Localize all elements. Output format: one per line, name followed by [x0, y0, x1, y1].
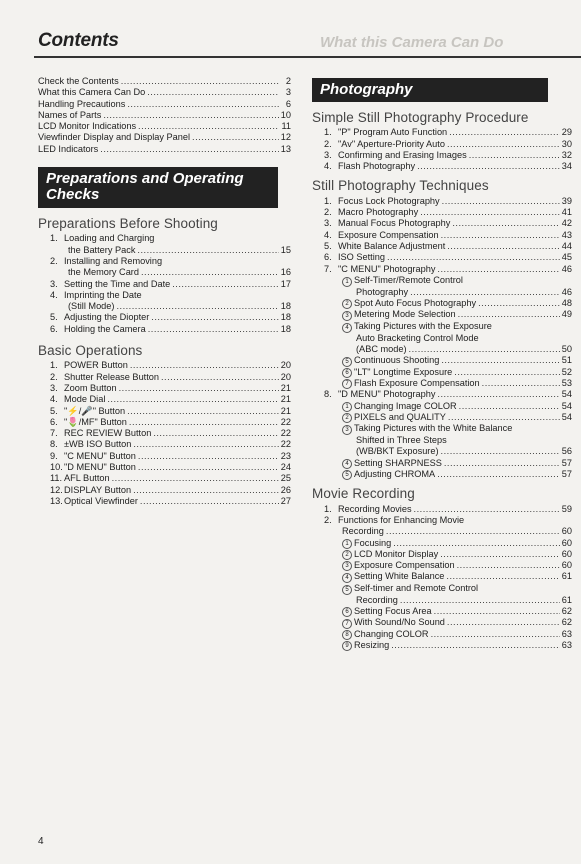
still-list	[312, 196, 572, 481]
entry-page: 15	[280, 244, 291, 255]
toc-entry[interactable]	[312, 389, 572, 400]
entry-label: Self-Timer/Remote Control	[354, 274, 463, 285]
entry-label: (Still Mode)	[68, 301, 115, 312]
toc-entry-first-line[interactable]	[312, 515, 572, 526]
circled-number: 8	[342, 630, 352, 640]
entry-number: 1.	[50, 233, 58, 244]
entry-number: 9.	[50, 450, 58, 461]
entry-label: Setting the Time and Date	[64, 278, 171, 289]
entry-page: 43	[561, 229, 572, 240]
toc-entry[interactable]	[38, 144, 291, 155]
circled-number: 1	[342, 539, 352, 549]
title-rule	[34, 56, 581, 58]
section-banner-photography: Photography	[312, 78, 548, 102]
entry-page: 52	[561, 366, 572, 377]
entry-label: Recording	[356, 594, 398, 605]
entry-page: 32	[561, 149, 572, 160]
toc-entry[interactable]	[38, 87, 291, 98]
toc-subentry[interactable]	[312, 538, 572, 549]
entry-label: Recording	[342, 526, 384, 537]
entry-label: POWER Button	[64, 360, 128, 371]
toc-entry[interactable]	[312, 241, 572, 252]
entry-page: 46	[561, 263, 572, 274]
banner-line: Checks	[46, 186, 100, 204]
toc-entry[interactable]	[312, 161, 572, 172]
entry-label: White Balance Adjustment	[338, 240, 446, 251]
entry-number: 4.	[324, 161, 332, 172]
entry-page: 18	[280, 312, 291, 323]
entry-page: 63	[561, 628, 572, 639]
entry-page: 54	[561, 411, 572, 422]
entry-page: 42	[561, 218, 572, 229]
entry-page: 63	[561, 639, 572, 650]
entry-page: 6	[285, 98, 291, 109]
entry-label: Resizing	[354, 639, 390, 650]
circled-number: 6	[342, 607, 352, 617]
toc-entry[interactable]	[312, 207, 572, 218]
entry-label: "P" Program Auto Function	[338, 127, 448, 138]
toc-subentry[interactable]	[312, 355, 572, 366]
toc-subentry-first-line[interactable]	[312, 583, 572, 595]
entry-label: Handling Precautions	[38, 98, 126, 109]
entry-page: 60	[561, 537, 572, 548]
entry-label: Focusing	[354, 537, 392, 548]
toc-subentry[interactable]	[312, 287, 572, 298]
toc-entry[interactable]	[38, 132, 291, 143]
circled-number: 3	[342, 311, 352, 321]
entry-label: REC REVIEW Button	[64, 428, 152, 439]
entry-label: Optical Viewfinder	[64, 495, 138, 506]
movie-list	[312, 504, 572, 652]
entry-number: 3.	[50, 278, 58, 289]
entry-label: Setting SHARPNESS	[354, 457, 442, 468]
entry-page: 21	[280, 405, 291, 416]
entry-page: 20	[280, 360, 291, 371]
entry-page: 60	[561, 560, 572, 571]
entry-number: 3.	[324, 149, 332, 160]
entry-label: Self-timer and Remote Control	[354, 582, 479, 593]
entry-page: 22	[280, 439, 291, 450]
entry-number: 7.	[50, 428, 58, 439]
toc-entry[interactable]	[38, 324, 291, 335]
toc-entry[interactable]	[312, 504, 572, 515]
entry-label: Setting White Balance	[354, 571, 445, 582]
toc-entry[interactable]	[38, 473, 291, 484]
entry-number: 5.	[50, 312, 58, 323]
entry-page: 61	[561, 571, 572, 582]
toc-entry[interactable]	[38, 99, 291, 110]
entry-page: 25	[280, 473, 291, 484]
entry-number: 10.	[50, 462, 63, 473]
entry-label: Zoom Button	[64, 382, 117, 393]
entry-label: "C MENU" Photography	[338, 263, 436, 274]
entry-label: Recording Movies	[338, 503, 412, 514]
entry-page: 13	[280, 143, 291, 154]
entry-label: Manual Focus Photography	[338, 218, 451, 229]
entry-page: 60	[561, 526, 572, 537]
entry-page: 16	[280, 267, 291, 278]
entry-label: LCD Monitor Display	[354, 548, 439, 559]
toc-entry[interactable]	[312, 127, 572, 138]
ghost-page-title: What this Camera Can Do	[320, 34, 504, 51]
entry-page: 44	[561, 240, 572, 251]
entry-page: 34	[561, 161, 572, 172]
entry-page: 23	[280, 450, 291, 461]
entry-page: 53	[561, 377, 572, 388]
entry-label: Exposure Compensation	[354, 560, 455, 571]
entry-label: "C MENU" Button	[64, 450, 136, 461]
toc-entry[interactable]	[38, 417, 291, 428]
left-column	[38, 76, 291, 507]
toc-entry[interactable]	[38, 279, 291, 290]
toc-entry[interactable]	[312, 196, 572, 207]
toc-subentry[interactable]	[312, 606, 572, 617]
toc-subentry[interactable]	[312, 412, 572, 423]
entry-page: 21	[280, 382, 291, 393]
entry-page: 29	[561, 127, 572, 138]
circled-number: 4	[342, 323, 352, 333]
entry-label: "Av" Aperture-Priority Auto	[338, 138, 445, 149]
entry-page: 21	[280, 394, 291, 405]
entry-page: 62	[561, 605, 572, 616]
entry-label: Names of Parts	[38, 109, 102, 120]
entry-page: 24	[280, 462, 291, 473]
entry-number: 3.	[50, 382, 58, 393]
entry-label: "🌷/MF" Button	[64, 416, 127, 427]
toc-entry[interactable]	[38, 360, 291, 371]
toc-entry[interactable]	[312, 150, 572, 161]
entry-number: 2.	[50, 255, 58, 266]
entry-label: (WB/BKT Exposure)	[356, 446, 439, 457]
toc-entry[interactable]	[38, 372, 291, 383]
entry-label: Taking Pictures with the White Balance	[354, 423, 513, 434]
entry-label: Imprinting the Date	[64, 289, 142, 300]
entry-number: 2.	[324, 138, 332, 149]
entry-label: Holding the Camera	[64, 323, 146, 334]
toc-entry[interactable]	[312, 139, 572, 150]
entry-page: 62	[561, 617, 572, 628]
entry-page: 12	[280, 132, 291, 143]
toc-subentry[interactable]	[312, 469, 572, 480]
toc-subentry[interactable]	[312, 367, 572, 378]
entry-page: 27	[280, 495, 291, 506]
toc-entry[interactable]	[38, 394, 291, 405]
entry-page: 56	[561, 446, 572, 457]
entry-label: Flash Photography	[338, 161, 416, 172]
entry-number: 8.	[50, 439, 58, 450]
toc-entry[interactable]	[38, 121, 291, 132]
entry-page: 45	[561, 252, 572, 263]
entry-label: With Sound/No Sound	[354, 617, 445, 628]
entry-label: Adjusting CHROMA	[354, 469, 436, 480]
toc-entry[interactable]	[312, 526, 572, 537]
toc-subentry[interactable]	[312, 560, 572, 571]
entry-label: Functions for Enhancing Movie	[338, 514, 465, 525]
entry-page: 10	[280, 109, 291, 120]
circled-number: 5	[342, 470, 352, 480]
entry-label: "D MENU" Button	[64, 462, 136, 473]
toc-subentry-first-line[interactable]	[312, 321, 572, 333]
entry-label: Macro Photography	[338, 207, 419, 218]
entry-number: 8.	[324, 389, 332, 400]
entry-number: 2.	[50, 371, 58, 382]
entry-label: AFL Button	[64, 473, 110, 484]
toc-entry[interactable]	[38, 312, 291, 323]
heading-still-photography-techniques: Still Photography Techniques	[312, 178, 489, 194]
entry-label: (ABC mode)	[356, 344, 407, 355]
toc-entry-first-line[interactable]	[38, 290, 291, 301]
toc-subentry[interactable]	[312, 298, 572, 309]
entry-number: 4.	[50, 394, 58, 405]
circled-number: 2	[342, 299, 352, 309]
entry-label: Continuous Shooting	[354, 355, 440, 366]
entry-label: Flash Exposure Compensation	[354, 377, 480, 388]
toc-subentry[interactable]	[312, 401, 572, 412]
entry-label: DISPLAY Button	[64, 484, 132, 495]
entry-label: LCD Monitor Indications	[38, 121, 137, 132]
entry-label: What this Camera Can Do	[38, 87, 146, 98]
toc-entry[interactable]	[38, 496, 291, 507]
circled-number: 7	[342, 379, 352, 389]
entry-page: 41	[561, 207, 572, 218]
toc-entry-first-line[interactable]	[38, 256, 291, 267]
toc-entry[interactable]	[312, 230, 572, 241]
entry-page: 30	[561, 138, 572, 149]
entry-label: Mode Dial	[64, 394, 106, 405]
toc-entry[interactable]	[38, 451, 291, 462]
circled-number: 3	[342, 425, 352, 435]
toc-entry[interactable]	[38, 439, 291, 450]
entry-page: 54	[561, 389, 572, 400]
entry-page: 60	[561, 548, 572, 559]
entry-page: 39	[561, 195, 572, 206]
toc-entry[interactable]	[38, 76, 291, 87]
intro-list	[38, 76, 291, 155]
entry-page: 2	[285, 76, 291, 86]
entry-label: "⚡/🎤" Button	[64, 405, 126, 416]
entry-label: Adjusting the Diopter	[64, 312, 150, 323]
toc-entry[interactable]	[38, 110, 291, 121]
entry-page: 49	[561, 309, 572, 320]
entry-label: Taking Pictures with the Exposure	[354, 320, 492, 331]
entry-number: 7.	[324, 263, 332, 274]
entry-number: 11.	[50, 473, 63, 484]
toc-subentry[interactable]	[312, 629, 572, 640]
toc-entry[interactable]	[38, 406, 291, 417]
entry-label: Check the Contents	[38, 76, 119, 86]
entry-page: 50	[561, 344, 572, 355]
entry-number: 12.	[50, 484, 63, 495]
prep-list	[38, 233, 291, 335]
heading-simple-still-photography: Simple Still Photography Procedure	[312, 110, 529, 125]
entry-number: 1.	[50, 360, 58, 371]
circled-number: 7	[342, 619, 352, 629]
entry-label: Spot Auto Focus Photography	[354, 298, 477, 309]
entry-label: the Battery Pack	[68, 244, 136, 255]
circled-number: 1	[342, 277, 352, 287]
toc-subentry[interactable]	[312, 344, 572, 355]
entry-label: Exposure Compensation	[338, 229, 439, 240]
toc-subentry[interactable]	[312, 446, 572, 457]
entry-page: 59	[561, 503, 572, 514]
entry-page: 3	[285, 87, 291, 98]
entry-number: 3.	[324, 218, 332, 229]
entry-page: 54	[561, 400, 572, 411]
entry-label: LED Indicators	[38, 143, 99, 154]
entry-page: 22	[280, 428, 291, 439]
toc-subentry[interactable]	[312, 595, 572, 606]
toc-entry[interactable]	[312, 264, 572, 275]
entry-number: 4.	[324, 229, 332, 240]
entry-label: PIXELS and QUALITY	[354, 411, 446, 422]
circled-number: 3	[342, 561, 352, 571]
toc-subentry[interactable]	[312, 309, 572, 320]
entry-label: "LT" Longtime Exposure	[354, 366, 453, 377]
basic-list	[38, 360, 291, 507]
toc-entry[interactable]	[38, 462, 291, 473]
entry-page: 48	[561, 298, 572, 309]
entry-page: 20	[280, 371, 291, 382]
entry-page: 11	[281, 121, 291, 132]
toc-subentry-first-line[interactable]	[312, 423, 572, 435]
entry-label: ISO Setting	[338, 252, 385, 263]
entry-label: Changing Image COLOR	[354, 400, 457, 411]
toc-subentry[interactable]	[312, 640, 572, 651]
circled-number: 4	[342, 459, 352, 469]
entry-page: 18	[280, 301, 291, 312]
entry-number: 1.	[324, 127, 332, 138]
entry-number: 2.	[324, 514, 332, 525]
circled-number: 2	[342, 550, 352, 560]
entry-label: Focus Lock Photography	[338, 195, 440, 206]
toc-entry[interactable]	[38, 301, 291, 312]
toc-subentry[interactable]	[312, 571, 572, 582]
toc-subentry[interactable]	[312, 617, 572, 628]
entry-label: "D MENU" Photography	[338, 389, 436, 400]
entry-number: 2.	[324, 207, 332, 218]
entry-number: 6.	[324, 252, 332, 263]
page-title: Contents	[38, 30, 119, 51]
section-banner-preparations	[38, 167, 278, 208]
toc-entry[interactable]	[312, 252, 572, 263]
heading-preparations-before-shooting: Preparations Before Shooting	[38, 216, 218, 232]
entry-page: 57	[561, 457, 572, 468]
entry-label: ±WB ISO Button	[64, 439, 132, 450]
toc-entry[interactable]	[38, 383, 291, 394]
toc-entry[interactable]	[38, 428, 291, 439]
heading-basic-operations: Basic Operations	[38, 343, 143, 359]
entry-page: 22	[280, 416, 291, 427]
entry-page: 46	[561, 286, 572, 297]
toc-entry[interactable]	[312, 218, 572, 229]
entry-number: 13.	[50, 495, 63, 506]
toc-subentry[interactable]	[312, 458, 572, 469]
right-column	[312, 78, 572, 651]
toc-subentry-continuation: Auto Bracketing Control Mode	[356, 332, 479, 343]
entry-number: 5.	[50, 405, 58, 416]
entry-page: 51	[561, 355, 572, 366]
circled-number: 5	[342, 357, 352, 367]
entry-label: Loading and Charging	[64, 233, 155, 244]
entry-number: 6.	[50, 323, 58, 334]
toc-subentry-continuation: Shifted in Three Steps	[356, 435, 447, 446]
toc-subentry-first-line[interactable]	[312, 275, 572, 287]
heading-movie-recording: Movie Recording	[312, 486, 415, 502]
page-number: 4	[38, 836, 44, 847]
entry-label: Viewfinder Display and Display Panel	[38, 132, 191, 143]
toc-entry[interactable]	[38, 245, 291, 256]
entry-label: Confirming and Erasing Images	[338, 149, 467, 160]
entry-label: Shutter Release Button	[64, 371, 159, 382]
banner-line: Preparations and Operating	[46, 170, 244, 188]
entry-page: 57	[561, 469, 572, 480]
circled-number: 1	[342, 402, 352, 412]
toc-entry[interactable]	[38, 267, 291, 278]
toc-subentry[interactable]	[312, 549, 572, 560]
entry-number: 1.	[324, 503, 332, 514]
entry-number: 5.	[324, 240, 332, 251]
entry-label: the Memory Card	[68, 267, 139, 278]
simple-list	[312, 127, 572, 172]
toc-entry-first-line[interactable]	[38, 233, 291, 244]
entry-page: 18	[280, 323, 291, 334]
circled-number: 2	[342, 413, 352, 423]
circled-number: 4	[342, 573, 352, 583]
entry-label: Photography	[356, 286, 409, 297]
circled-number: 6	[342, 368, 352, 378]
entry-page: 26	[280, 484, 291, 495]
entry-page: 17	[280, 278, 291, 289]
entry-number: 1.	[324, 195, 332, 206]
toc-entry[interactable]	[38, 485, 291, 496]
entry-number: 6.	[50, 416, 58, 427]
toc-subentry[interactable]	[312, 378, 572, 389]
circled-number: 5	[342, 585, 352, 595]
entry-label: Metering Mode Selection	[354, 309, 456, 320]
entry-number: 4.	[50, 289, 58, 300]
entry-page: 61	[561, 594, 572, 605]
entry-label: Setting Focus Area	[354, 605, 432, 616]
entry-label: Installing and Removing	[64, 255, 163, 266]
entry-label: Changing COLOR	[354, 628, 429, 639]
circled-number: 9	[342, 641, 352, 651]
